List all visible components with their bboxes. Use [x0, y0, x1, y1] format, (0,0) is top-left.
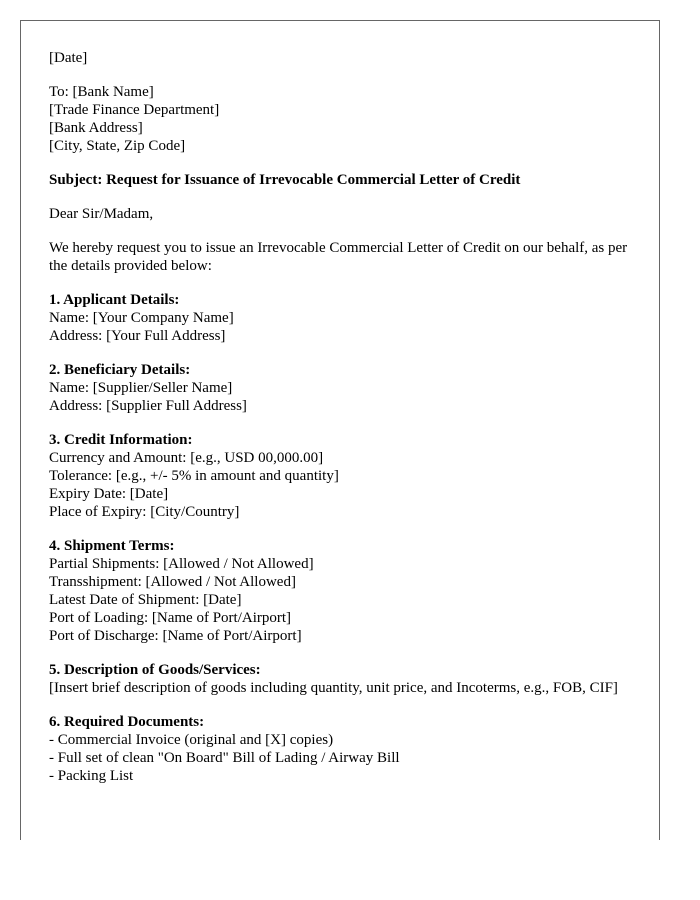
section-goods-description	[49, 661, 631, 697]
section-heading: 1. Applicant Details:	[49, 292, 180, 308]
letter-date: [Date]	[49, 50, 88, 66]
credit-expiry-date: Expiry Date: [Date]	[49, 486, 169, 502]
recipient-department: [Trade Finance Department]	[49, 102, 220, 118]
section-applicant	[49, 291, 631, 345]
document-item: - Full set of clean "On Board" Bill of Lading / Airway Bill	[49, 750, 400, 766]
letter-page	[20, 20, 660, 840]
recipient-bank: To: [Bank Name]	[49, 84, 154, 100]
transshipment: Transshipment: [Allowed / Not Allowed]	[49, 574, 296, 590]
port-of-discharge: Port of Discharge: [Name of Port/Airport]	[49, 628, 302, 644]
section-credit-information	[49, 431, 631, 521]
recipient-block	[49, 83, 631, 155]
partial-shipments: Partial Shipments: [Allowed / Not Allowed]	[49, 556, 314, 572]
section-heading: 5. Description of Goods/Services:	[49, 662, 261, 678]
applicant-name: Name: [Your Company Name]	[49, 310, 234, 326]
beneficiary-name: Name: [Supplier/Seller Name]	[49, 380, 233, 396]
letter-subject: Subject: Request for Issuance of Irrevocable Commercial Letter of Credit	[49, 172, 521, 188]
goods-description: [Insert brief description of goods including quantity, unit price, and Incoterms, e.g., FOB, CIF]	[49, 680, 618, 696]
latest-shipment-date: Latest Date of Shipment: [Date]	[49, 592, 242, 608]
document-item: - Commercial Invoice (original and [X] copies)	[49, 732, 334, 748]
section-required-documents	[49, 713, 631, 785]
credit-amount: Currency and Amount: [e.g., USD 00,000.00]	[49, 450, 324, 466]
section-heading: 2. Beneficiary Details:	[49, 362, 191, 378]
recipient-city: [City, State, Zip Code]	[49, 138, 186, 154]
credit-expiry-place: Place of Expiry: [City/Country]	[49, 504, 240, 520]
applicant-address: Address: [Your Full Address]	[49, 328, 226, 344]
section-shipment-terms	[49, 537, 631, 645]
recipient-address: [Bank Address]	[49, 120, 143, 136]
port-of-loading: Port of Loading: [Name of Port/Airport]	[49, 610, 292, 626]
beneficiary-address: Address: [Supplier Full Address]	[49, 398, 247, 414]
section-beneficiary	[49, 361, 631, 415]
section-heading: 4. Shipment Terms:	[49, 538, 175, 554]
salutation: Dear Sir/Madam,	[49, 206, 154, 222]
intro-paragraph: We hereby request you to issue an Irrevocable Commercial Letter of Credit on our behalf, as per the details provided below:	[49, 240, 628, 274]
credit-tolerance: Tolerance: [e.g., +/- 5% in amount and quantity]	[49, 468, 339, 484]
section-heading: 3. Credit Information:	[49, 432, 193, 448]
document-item: - Packing List	[49, 768, 134, 784]
section-heading: 6. Required Documents:	[49, 714, 205, 730]
